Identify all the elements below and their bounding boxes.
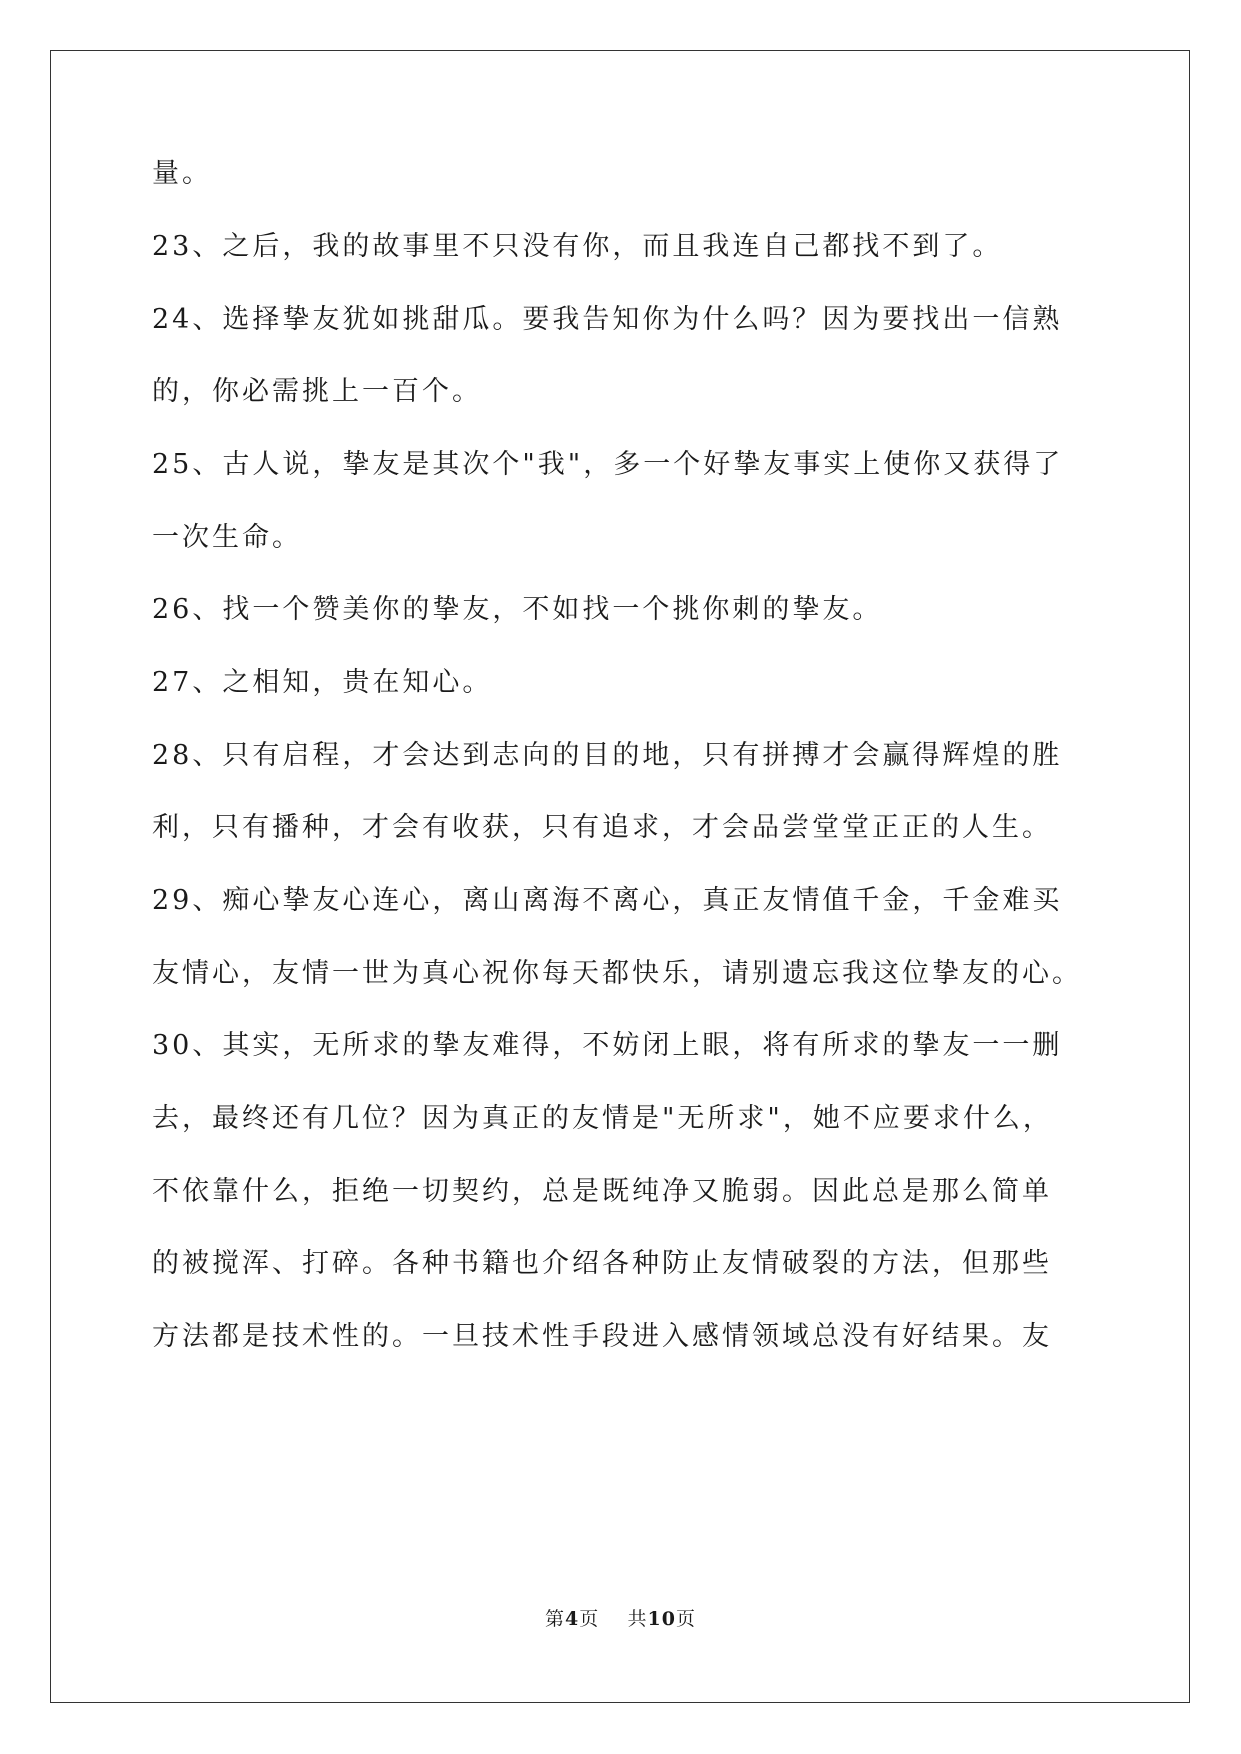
text-line: 方法都是技术性的。一旦技术性手段进入感情领域总没有好结果。友 — [152, 1321, 1052, 1352]
text-line: 去，最终还有几位？因为真正的友情是"无所求"，她不应要求什么， — [152, 1103, 1053, 1134]
page-footer — [0, 1607, 1241, 1631]
text-line: 23、之后，我的故事里不只没有你，而且我连自己都找不到了。 — [152, 231, 1003, 262]
text-line: 28、只有启程，才会达到志向的目的地，只有拼搏才会赢得辉煌的胜 — [152, 740, 1063, 771]
text-line: 利，只有播种，才会有收获，只有追求，才会品尝堂堂正正的人生。 — [152, 812, 1052, 843]
page-number: 4 — [565, 1608, 580, 1630]
text-line: 不依靠什么，拒绝一切契约，总是既纯净又脆弱。因此总是那么简单 — [152, 1176, 1052, 1207]
text-line: 24、选择挚友犹如挑甜瓜。要我告知你为什么吗？因为要找出一信熟 — [152, 304, 1063, 335]
text-line: 26、找一个赞美你的挚友，不如找一个挑你刺的挚友。 — [152, 594, 883, 625]
text-line: 一次生命。 — [152, 522, 302, 553]
text-line: 量。 — [152, 158, 212, 189]
total-suffix: 页 — [675, 1608, 696, 1630]
text-line: 友情心，友情一世为真心祝你每天都快乐，请别遗忘我这位挚友的心。 — [152, 958, 1082, 989]
page-suffix: 页 — [579, 1608, 600, 1630]
text-line: 27、之相知，贵在知心。 — [152, 667, 493, 698]
page-border — [50, 50, 1190, 1703]
text-line: 30、其实，无所求的挚友难得，不妨闭上眼，将有所求的挚友一一删 — [152, 1030, 1063, 1061]
text-line: 29、痴心挚友心连心，离山离海不离心，真正友情值千金，千金难买 — [152, 885, 1063, 916]
total-pages: 10 — [647, 1608, 676, 1630]
total-prefix: 共 — [627, 1608, 648, 1630]
page-prefix: 第 — [545, 1608, 566, 1630]
text-line: 25、古人说，挚友是其次个"我"，多一个好挚友事实上使你又获得了 — [152, 449, 1064, 480]
text-line: 的被搅浑、打碎。各种书籍也介绍各种防止友情破裂的方法，但那些 — [152, 1248, 1052, 1279]
text-line: 的，你必需挑上一百个。 — [152, 376, 482, 407]
